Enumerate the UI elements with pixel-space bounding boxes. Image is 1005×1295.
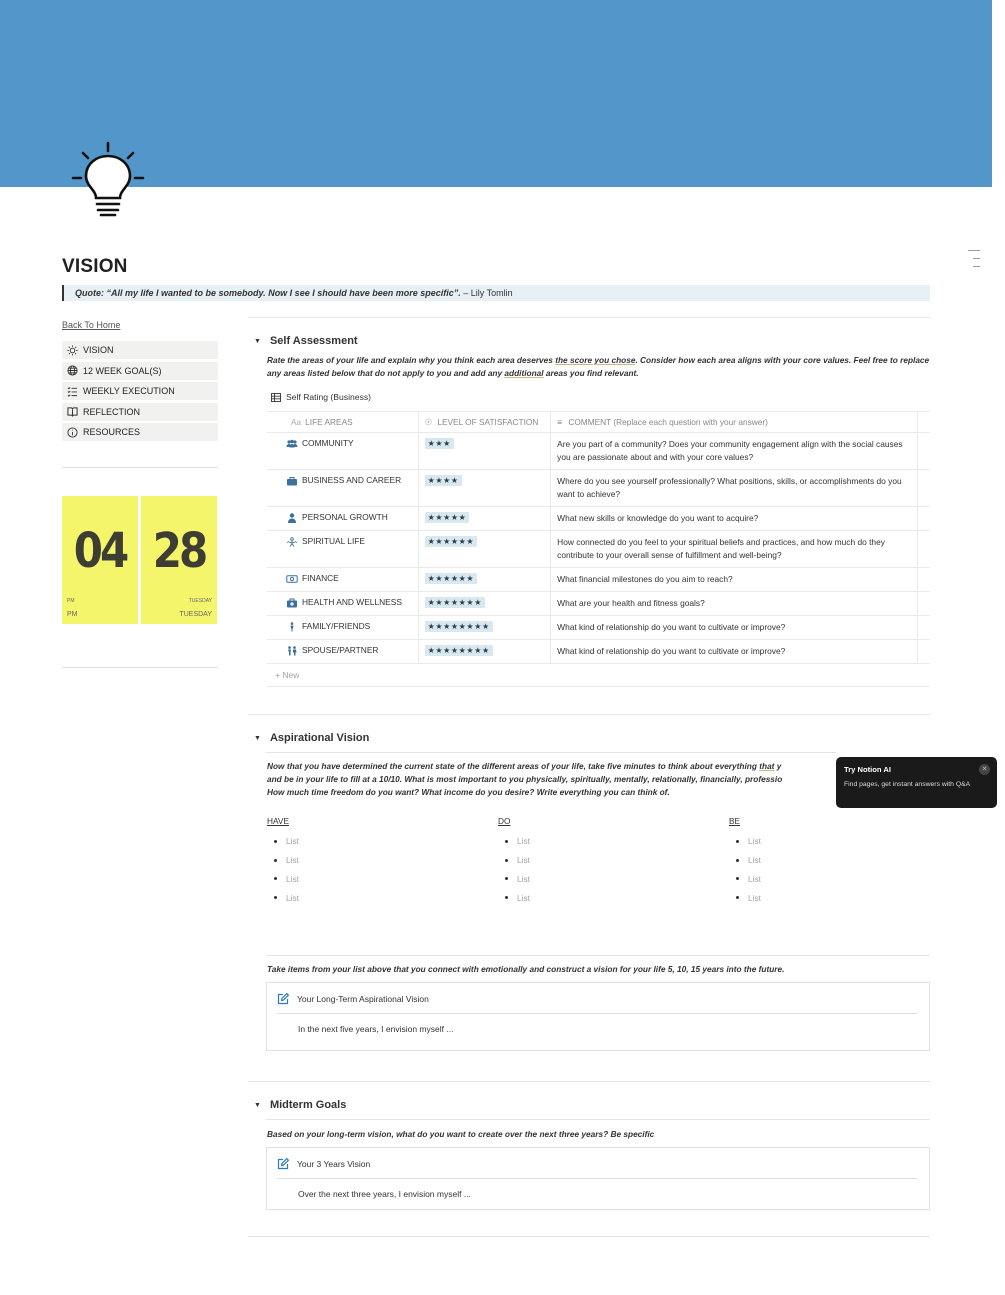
column-heading: DO <box>498 816 511 826</box>
info-icon <box>65 425 79 439</box>
toggle-triangle-icon: ▼ <box>254 337 261 345</box>
bullet-icon <box>505 896 508 899</box>
comment-cell[interactable] <box>551 568 918 591</box>
table-row-business-and-career[interactable] <box>267 470 930 507</box>
have-column <box>267 816 299 907</box>
quote-block <box>62 285 930 301</box>
life-area-cell[interactable] <box>267 507 419 530</box>
column-header-comment[interactable] <box>551 412 918 432</box>
three-year-vision-box[interactable] <box>266 1147 930 1210</box>
do-column <box>498 816 530 907</box>
list-item-text: List <box>286 836 299 847</box>
life-area-text: SPIRITUAL LIFE <box>302 536 365 546</box>
list-item[interactable] <box>498 870 530 889</box>
bullet-icon <box>736 877 739 880</box>
table-row-spiritual-life[interactable] <box>267 531 930 568</box>
life-area-cell[interactable] <box>267 433 419 469</box>
bullet-icon <box>274 859 277 862</box>
ampm-small-label: PM <box>67 598 75 604</box>
section-title: Self Assessment <box>269 335 358 347</box>
sidebar-item-label: REFLECTION <box>83 406 141 417</box>
intro-text: the score you chose <box>555 355 636 365</box>
list-item-text: List <box>286 873 299 884</box>
star-rating-tag: ★★★★★★★★ <box>425 645 493 656</box>
divider <box>248 1236 930 1237</box>
clock-widget <box>62 496 217 624</box>
satisfaction-cell[interactable] <box>419 507 552 530</box>
life-area-text: BUSINESS AND CAREER <box>302 475 402 485</box>
list-item-text: List <box>748 855 761 866</box>
money-icon <box>286 574 298 584</box>
intro-text: Now that you have determined the current state of the different areas of your life, take five minutes to think about everything <box>267 761 760 771</box>
intro-text: How much time freedom do you want? What income do you desire? Write everything you can think of. <box>267 787 670 797</box>
minute-card <box>141 496 217 624</box>
sidebar-divider <box>62 467 218 468</box>
table-row-health-and-wellness[interactable] <box>267 592 930 616</box>
table-row-spouse-partner[interactable] <box>267 640 930 664</box>
intro-text: and be in your life to fill at a 10/10. What is most important to you physically, spiritually, mentally, relationally, financially, professio <box>267 774 783 784</box>
be-column <box>729 816 761 907</box>
checklist-icon <box>65 384 79 398</box>
sidebar-item-label: 12 WEEK GOAL(S) <box>83 365 162 376</box>
table-row-personal-growth[interactable] <box>267 507 930 531</box>
column-header-satisfaction[interactable] <box>419 412 552 432</box>
quote-text: Quote: “All my life I wanted to be somebody. Now I see I should have been more specific”. <box>75 288 461 298</box>
list-item[interactable] <box>729 888 761 907</box>
satisfaction-cell[interactable] <box>419 640 552 663</box>
list-item[interactable] <box>729 851 761 870</box>
column-heading: HAVE <box>267 816 289 826</box>
comment-text: What are your health and fitness goals? <box>557 598 705 608</box>
bullet-icon <box>274 840 277 843</box>
list-item-text: List <box>517 892 530 903</box>
bullet-icon <box>736 840 739 843</box>
empty-cell <box>918 531 930 567</box>
medical-kit-icon <box>286 598 298 608</box>
new-row-label: New <box>282 670 300 680</box>
sidebar-item-12-week-goals[interactable] <box>62 362 218 380</box>
satisfaction-cell[interactable] <box>419 568 552 591</box>
star-rating-tag: ★★★★★★★ <box>425 597 485 608</box>
comment-cell[interactable] <box>551 640 918 663</box>
notion-ai-tooltip[interactable] <box>836 757 997 808</box>
box-title: Your 3 Years Vision <box>297 1159 371 1169</box>
globe-icon <box>65 364 79 378</box>
life-area-text: FAMILY/FRIENDS <box>302 621 371 631</box>
quote-author: – Lily Tomlin <box>463 288 513 298</box>
sidebar-item-resources[interactable] <box>62 423 218 441</box>
comment-cell[interactable] <box>551 616 918 639</box>
list-item[interactable] <box>498 851 530 870</box>
list-item[interactable] <box>267 888 299 907</box>
aspirational-vision-toggle[interactable] <box>254 732 369 744</box>
list-type-icon: ≡ <box>557 417 563 427</box>
list-item[interactable] <box>498 888 530 907</box>
list-item-text: List <box>286 855 299 866</box>
comment-text: Where do you see yourself professionally? What positions, skills, or accomplishments do you want to achieve? <box>557 476 902 499</box>
midterm-goals-toggle[interactable] <box>254 1099 346 1111</box>
sidebar-item-reflection[interactable] <box>62 403 218 421</box>
list-item[interactable] <box>267 832 299 851</box>
life-area-cell[interactable] <box>267 531 419 567</box>
life-area-text: HEALTH AND WELLNESS <box>302 597 402 607</box>
list-item-text: List <box>517 873 530 884</box>
intro-text: y <box>774 761 782 771</box>
life-area-cell[interactable] <box>267 616 419 639</box>
empty-cell <box>918 470 930 506</box>
comment-cell[interactable] <box>551 531 918 567</box>
intro-text: additional <box>504 368 544 378</box>
box-body-text[interactable]: In the next five years, I envision myself ... <box>298 1024 454 1034</box>
box-header <box>277 1158 917 1179</box>
sidebar-divider <box>62 667 218 668</box>
list-item-text: List <box>748 892 761 903</box>
list-item[interactable] <box>729 832 761 851</box>
star-rating-tag: ★★★★★★ <box>425 536 478 547</box>
comment-cell[interactable] <box>551 470 918 506</box>
person-icon <box>286 622 298 632</box>
divider <box>248 1081 930 1082</box>
lightbulb-icon[interactable] <box>68 140 150 222</box>
sidebar-item-weekly-execution[interactable] <box>62 382 218 400</box>
satisfaction-cell[interactable] <box>419 433 552 469</box>
life-area-text: FINANCE <box>302 573 339 583</box>
intro-text: areas you find relevant. <box>543 368 639 378</box>
comment-cell[interactable] <box>551 507 918 530</box>
star-rating-tag: ★★★ <box>425 438 454 449</box>
self-assessment-intro <box>267 354 935 380</box>
bullet-icon <box>505 840 508 843</box>
list-item-text: List <box>748 873 761 884</box>
sidebar-item-vision[interactable] <box>62 341 218 359</box>
tooltip-title: Try Notion AI <box>844 765 891 774</box>
list-item-text: List <box>517 855 530 866</box>
sidebar-nav <box>62 341 218 444</box>
comment-text: How connected do you feel to your spiritual beliefs and practices, and how much do they contribute to your overall sense of fulfillment and well-being? <box>557 537 885 560</box>
person-icon <box>286 513 298 523</box>
life-area-cell[interactable] <box>267 640 419 663</box>
divider <box>248 714 930 715</box>
community-icon <box>286 439 298 449</box>
column-header-label: COMMENT (Replace each question with your answer) <box>568 417 768 427</box>
table-icon <box>271 393 281 402</box>
life-area-cell[interactable] <box>267 470 419 506</box>
table-row-family-friends[interactable] <box>267 616 930 640</box>
comment-text: What kind of relationship do you want to cultivate or improve? <box>557 646 786 656</box>
column-header-life-areas[interactable] <box>267 412 419 432</box>
select-type-icon: ☉ <box>424 417 433 427</box>
comment-text: Are you part of a community? Does your community engagement align with the social causes you are passionate about and with your core values? <box>557 439 903 462</box>
divider <box>266 752 836 753</box>
list-item-text: List <box>748 836 761 847</box>
add-column[interactable] <box>918 412 930 432</box>
bullet-icon <box>505 859 508 862</box>
list-item[interactable] <box>729 870 761 889</box>
star-rating-tag: ★★★★★★★★ <box>425 621 493 632</box>
satisfaction-cell[interactable] <box>419 470 552 506</box>
midterm-intro: Based on your long-term vision, what do you want to create over the next three years? Be specific <box>267 1129 655 1139</box>
table-row-community[interactable] <box>267 433 930 470</box>
toggle-triangle-icon: ▼ <box>254 1101 261 1109</box>
empty-cell <box>918 640 930 663</box>
life-area-text: PERSONAL GROWTH <box>302 512 388 522</box>
intro-text: . Consider how each area aligns with your core values. Feel free to replace any areas listed below that do not apply to you and add any <box>267 355 930 378</box>
bullet-icon <box>736 859 739 862</box>
comment-cell[interactable] <box>551 433 918 469</box>
satisfaction-cell[interactable] <box>419 531 552 567</box>
box-header <box>277 993 917 1014</box>
list-item[interactable] <box>267 851 299 870</box>
page-title: VISION <box>62 256 128 277</box>
construct-vision-text: Take items from your list above that you connect with emotionally and construct a vision for your life 5, 10, 15 years into the future. <box>267 964 785 974</box>
text-type-icon: Aa <box>291 417 302 427</box>
self-assessment-toggle[interactable] <box>254 335 358 347</box>
spirit-icon <box>286 537 298 547</box>
comment-text: What financial milestones do you aim to reach? <box>557 574 733 584</box>
comment-text: What kind of relationship do you want to cultivate or improve? <box>557 622 786 632</box>
intro-text: that <box>759 761 775 771</box>
table-row-finance[interactable] <box>267 568 930 592</box>
life-area-cell[interactable] <box>267 568 419 591</box>
database-title[interactable] <box>271 392 371 402</box>
ampm-label: PM <box>67 611 78 618</box>
box-body-text[interactable]: Over the next three years, I envision myself ... <box>298 1189 471 1199</box>
bullet-icon <box>736 896 739 899</box>
satisfaction-cell[interactable] <box>419 592 552 615</box>
comment-text: What new skills or knowledge do you want to acquire? <box>557 513 759 523</box>
bullet-icon <box>274 896 277 899</box>
toggle-triangle-icon: ▼ <box>254 734 261 742</box>
section-title: Midterm Goals <box>269 1099 347 1111</box>
day-small-label: TUESDAY <box>188 598 212 604</box>
divider <box>266 955 930 956</box>
empty-cell <box>918 507 930 530</box>
empty-cell <box>918 616 930 639</box>
empty-cell <box>918 568 930 591</box>
empty-cell <box>918 433 930 469</box>
back-to-home-link[interactable]: Back To Home <box>62 320 121 330</box>
hour-card <box>62 496 138 624</box>
couple-icon <box>286 646 298 656</box>
minute-value: 28 <box>152 522 206 579</box>
day-label: TUESDAY <box>179 611 212 618</box>
briefcase-icon <box>286 476 298 486</box>
sidebar-item-label: WEEKLY EXECUTION <box>83 386 175 397</box>
comment-cell[interactable] <box>551 592 918 615</box>
close-icon[interactable]: ✕ <box>979 764 990 775</box>
divider <box>266 1119 930 1120</box>
empty-cell <box>918 592 930 615</box>
outline-indicator[interactable] <box>968 250 980 274</box>
life-area-cell[interactable] <box>267 592 419 615</box>
star-rating-tag: ★★★★★ <box>425 512 470 523</box>
column-header-label: LEVEL OF SATISFACTION <box>437 417 539 427</box>
hour-value: 04 <box>73 522 127 579</box>
bullet-icon <box>274 877 277 880</box>
tooltip-description: Find pages, get instant answers with Q&A <box>844 781 971 788</box>
life-area-text: SPOUSE/PARTNER <box>302 645 379 655</box>
plus-icon: + <box>275 670 280 680</box>
list-item[interactable] <box>498 832 530 851</box>
edit-icon <box>277 1158 289 1170</box>
list-item-text: List <box>286 892 299 903</box>
intro-text: Rate the areas of your life and explain why you think each area deserves <box>267 355 556 365</box>
sidebar-item-label: VISION <box>83 345 114 355</box>
column-heading: BE <box>729 816 741 826</box>
book-icon <box>65 405 79 419</box>
add-new-row-button[interactable] <box>267 664 930 686</box>
edit-icon <box>277 993 289 1005</box>
long-term-vision-box[interactable] <box>266 982 930 1051</box>
column-header-label: LIFE AREAS <box>305 417 353 427</box>
life-area-text: COMMUNITY <box>302 438 354 448</box>
list-item[interactable] <box>267 870 299 889</box>
section-title: Aspirational Vision <box>269 732 370 744</box>
satisfaction-cell[interactable] <box>419 616 552 639</box>
self-rating-table <box>267 411 930 687</box>
list-item-text: List <box>517 836 530 847</box>
star-rating-tag: ★★★★ <box>425 475 462 486</box>
sidebar-item-label: RESOURCES <box>83 427 141 438</box>
database-title-text: Self Rating (Business) <box>286 392 372 402</box>
divider <box>248 317 930 318</box>
table-header <box>267 411 930 433</box>
aspirational-intro <box>267 760 839 799</box>
star-rating-tag: ★★★★★★ <box>425 573 478 584</box>
sun-icon <box>65 343 79 357</box>
box-title: Your Long-Term Aspirational Vision <box>297 994 429 1004</box>
bullet-icon <box>505 877 508 880</box>
